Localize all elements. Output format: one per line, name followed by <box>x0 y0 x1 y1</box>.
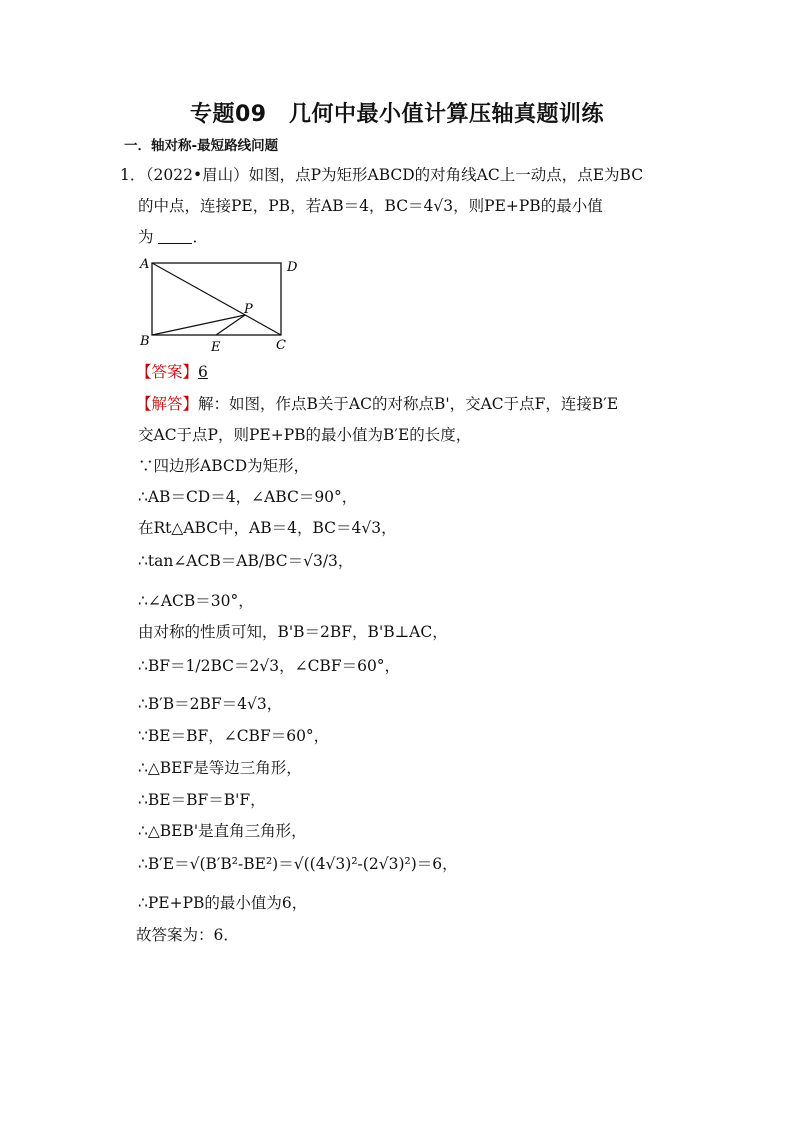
section-heading: 一．轴对称-最短路线问题 <box>124 138 279 154</box>
solution-line-6: ∴tan∠ACB＝AB/BC＝√3/3， <box>138 552 354 570</box>
solution-line-7: ∴∠ACB＝30°， <box>138 592 254 610</box>
solution-line-9: ∴BF＝1/2BC＝2√3，∠CBF＝60°， <box>138 657 401 675</box>
solution-line-5: 在Rt△ABC中，AB＝4，BC＝4√3， <box>138 519 397 537</box>
solution-line-11: ∵BE＝BF，∠CBF＝60°， <box>138 727 330 745</box>
geometry-figure <box>132 252 312 356</box>
answer-line <box>136 361 208 383</box>
solution-line-14: ∴△BEB'是直角三角形， <box>138 822 307 840</box>
solution-line-4: ∴AB＝CD＝4，∠ABC＝90°， <box>138 488 358 506</box>
answer-blank <box>158 229 192 244</box>
label-p: P <box>244 302 253 317</box>
solution-line-3: ∵四边形ABCD为矩形， <box>138 457 310 475</box>
question-line-1 <box>138 164 643 186</box>
label-e: E <box>211 340 221 355</box>
diagonal-ac <box>152 263 281 335</box>
solution-line-16: ∴PE+PB的最小值为6， <box>138 894 308 912</box>
question-number: 1． <box>120 166 146 184</box>
label-d: D <box>287 260 298 275</box>
solution-line-8: 由对称的性质可知，B'B＝2BF，B'B⊥AC， <box>138 623 448 641</box>
solution-label: 【解答】 <box>136 395 199 413</box>
solution-line-10: ∴B′B＝2BF＝4√3， <box>138 695 283 713</box>
solution-line-13: ∴BE＝BF＝B'F， <box>138 791 266 809</box>
question-source: （2022•眉山） <box>138 166 249 184</box>
label-b: B <box>140 334 150 349</box>
solution-line-2: 交AC于点P，则PE+PB的最小值为B′E的长度， <box>138 426 472 444</box>
solution-line-12: ∴△BEF是等边三角形， <box>138 759 302 777</box>
label-c: C <box>276 338 286 353</box>
answer-label: 【答案】 <box>136 363 199 381</box>
answer-value: 6 <box>198 363 208 381</box>
solution-line-17: 故答案为：6． <box>136 926 239 944</box>
solution-line-15: ∴B′E＝√(B′B²-BE²)＝√((4√3)²-(2√3)²)＝6， <box>138 855 458 873</box>
page-title: 专题09 几何中最小值计算压轴真题训练 <box>189 102 605 127</box>
question-line-1-text: 如图，点P为矩形ABCD的对角线AC上一动点，点E为BC <box>248 166 644 184</box>
question-line-3: 为 ． <box>138 228 208 246</box>
question-line-2: 的中点，连接PE，PB，若AB＝4，BC＝4√3，则PE+PB的最小值 <box>138 197 603 215</box>
solution-line-1: 【解答】解：如图，作点B关于AC的对称点B'，交AC于点F，连接B′E <box>136 395 619 413</box>
label-a: A <box>140 257 150 272</box>
